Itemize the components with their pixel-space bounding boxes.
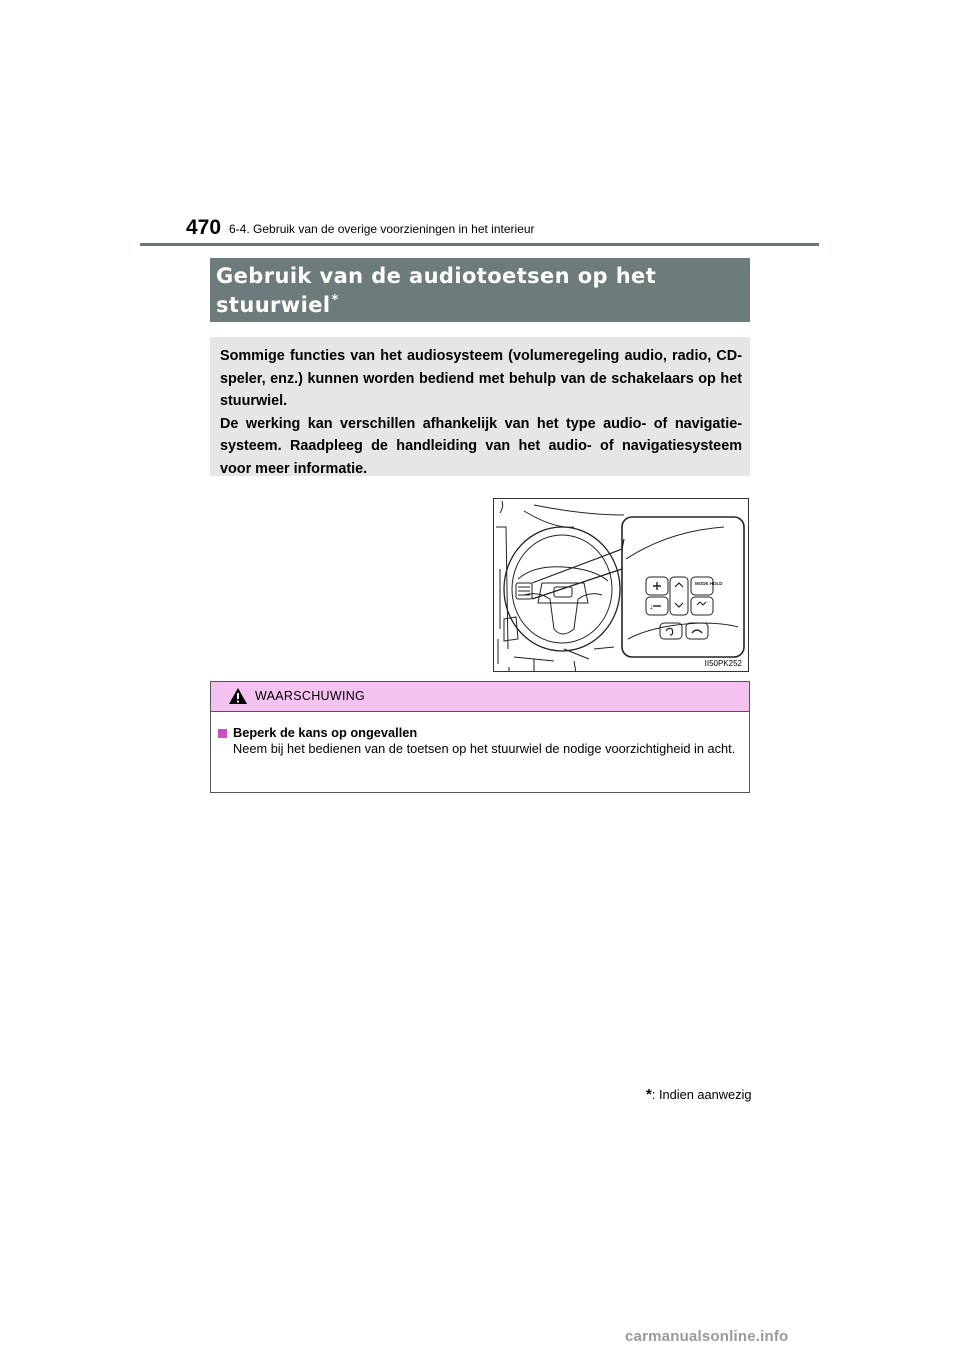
warning-subtitle [218, 725, 739, 741]
svg-text:+-: +- [649, 605, 655, 610]
warning-title: WAARSCHUWING [255, 689, 366, 703]
header-divider [140, 243, 819, 246]
figure-code: II50PK252 [704, 659, 742, 668]
warning-subtitle-text: Beperk de kans op ongevallen [233, 725, 418, 740]
title-asterisk: * [331, 293, 339, 308]
footnote-asterisk: * [646, 1086, 652, 1103]
warning-header [211, 682, 749, 712]
intro-paragraph-1: Sommige functies van het audiosysteem (volumeregeling audio, radio, CD-speler, enz.) kunnen worden bediend met behulp van de schakelaars op het stuurwiel. [220, 348, 742, 410]
warning-body [211, 712, 749, 757]
steering-wheel-illustration [493, 498, 749, 672]
page-number: 470 [186, 216, 222, 239]
bullet-square-icon [218, 729, 227, 738]
watermark: carmanualsonline.info [625, 1328, 789, 1345]
intro-paragraph-2: De werking kan verschillen afhankelijk van het type audio- of navigatie-systeem. Raadpleeg de handleiding van het audio- of navigatiesysteem voor meer informatie. [220, 415, 742, 477]
steering-wheel-drawing [494, 499, 749, 672]
warning-text: Neem bij het bedienen van de toetsen op het stuurwiel de nodige voorzichtigheid in acht. [233, 741, 736, 756]
warning-box [210, 681, 750, 793]
warning-icon [228, 687, 248, 705]
mode-hold-button-label: MODE HOLD [695, 581, 723, 586]
page-title [210, 258, 750, 322]
section-header: 6-4. Gebruik van de overige voorzieningen in het interieur [229, 222, 535, 236]
footnote-text: : Indien aanwezig [651, 1087, 752, 1102]
footnote [646, 1086, 751, 1103]
page-title-text: Gebruik van de audiotoetsen op het stuurwiel [216, 264, 657, 317]
intro-box [210, 337, 750, 476]
